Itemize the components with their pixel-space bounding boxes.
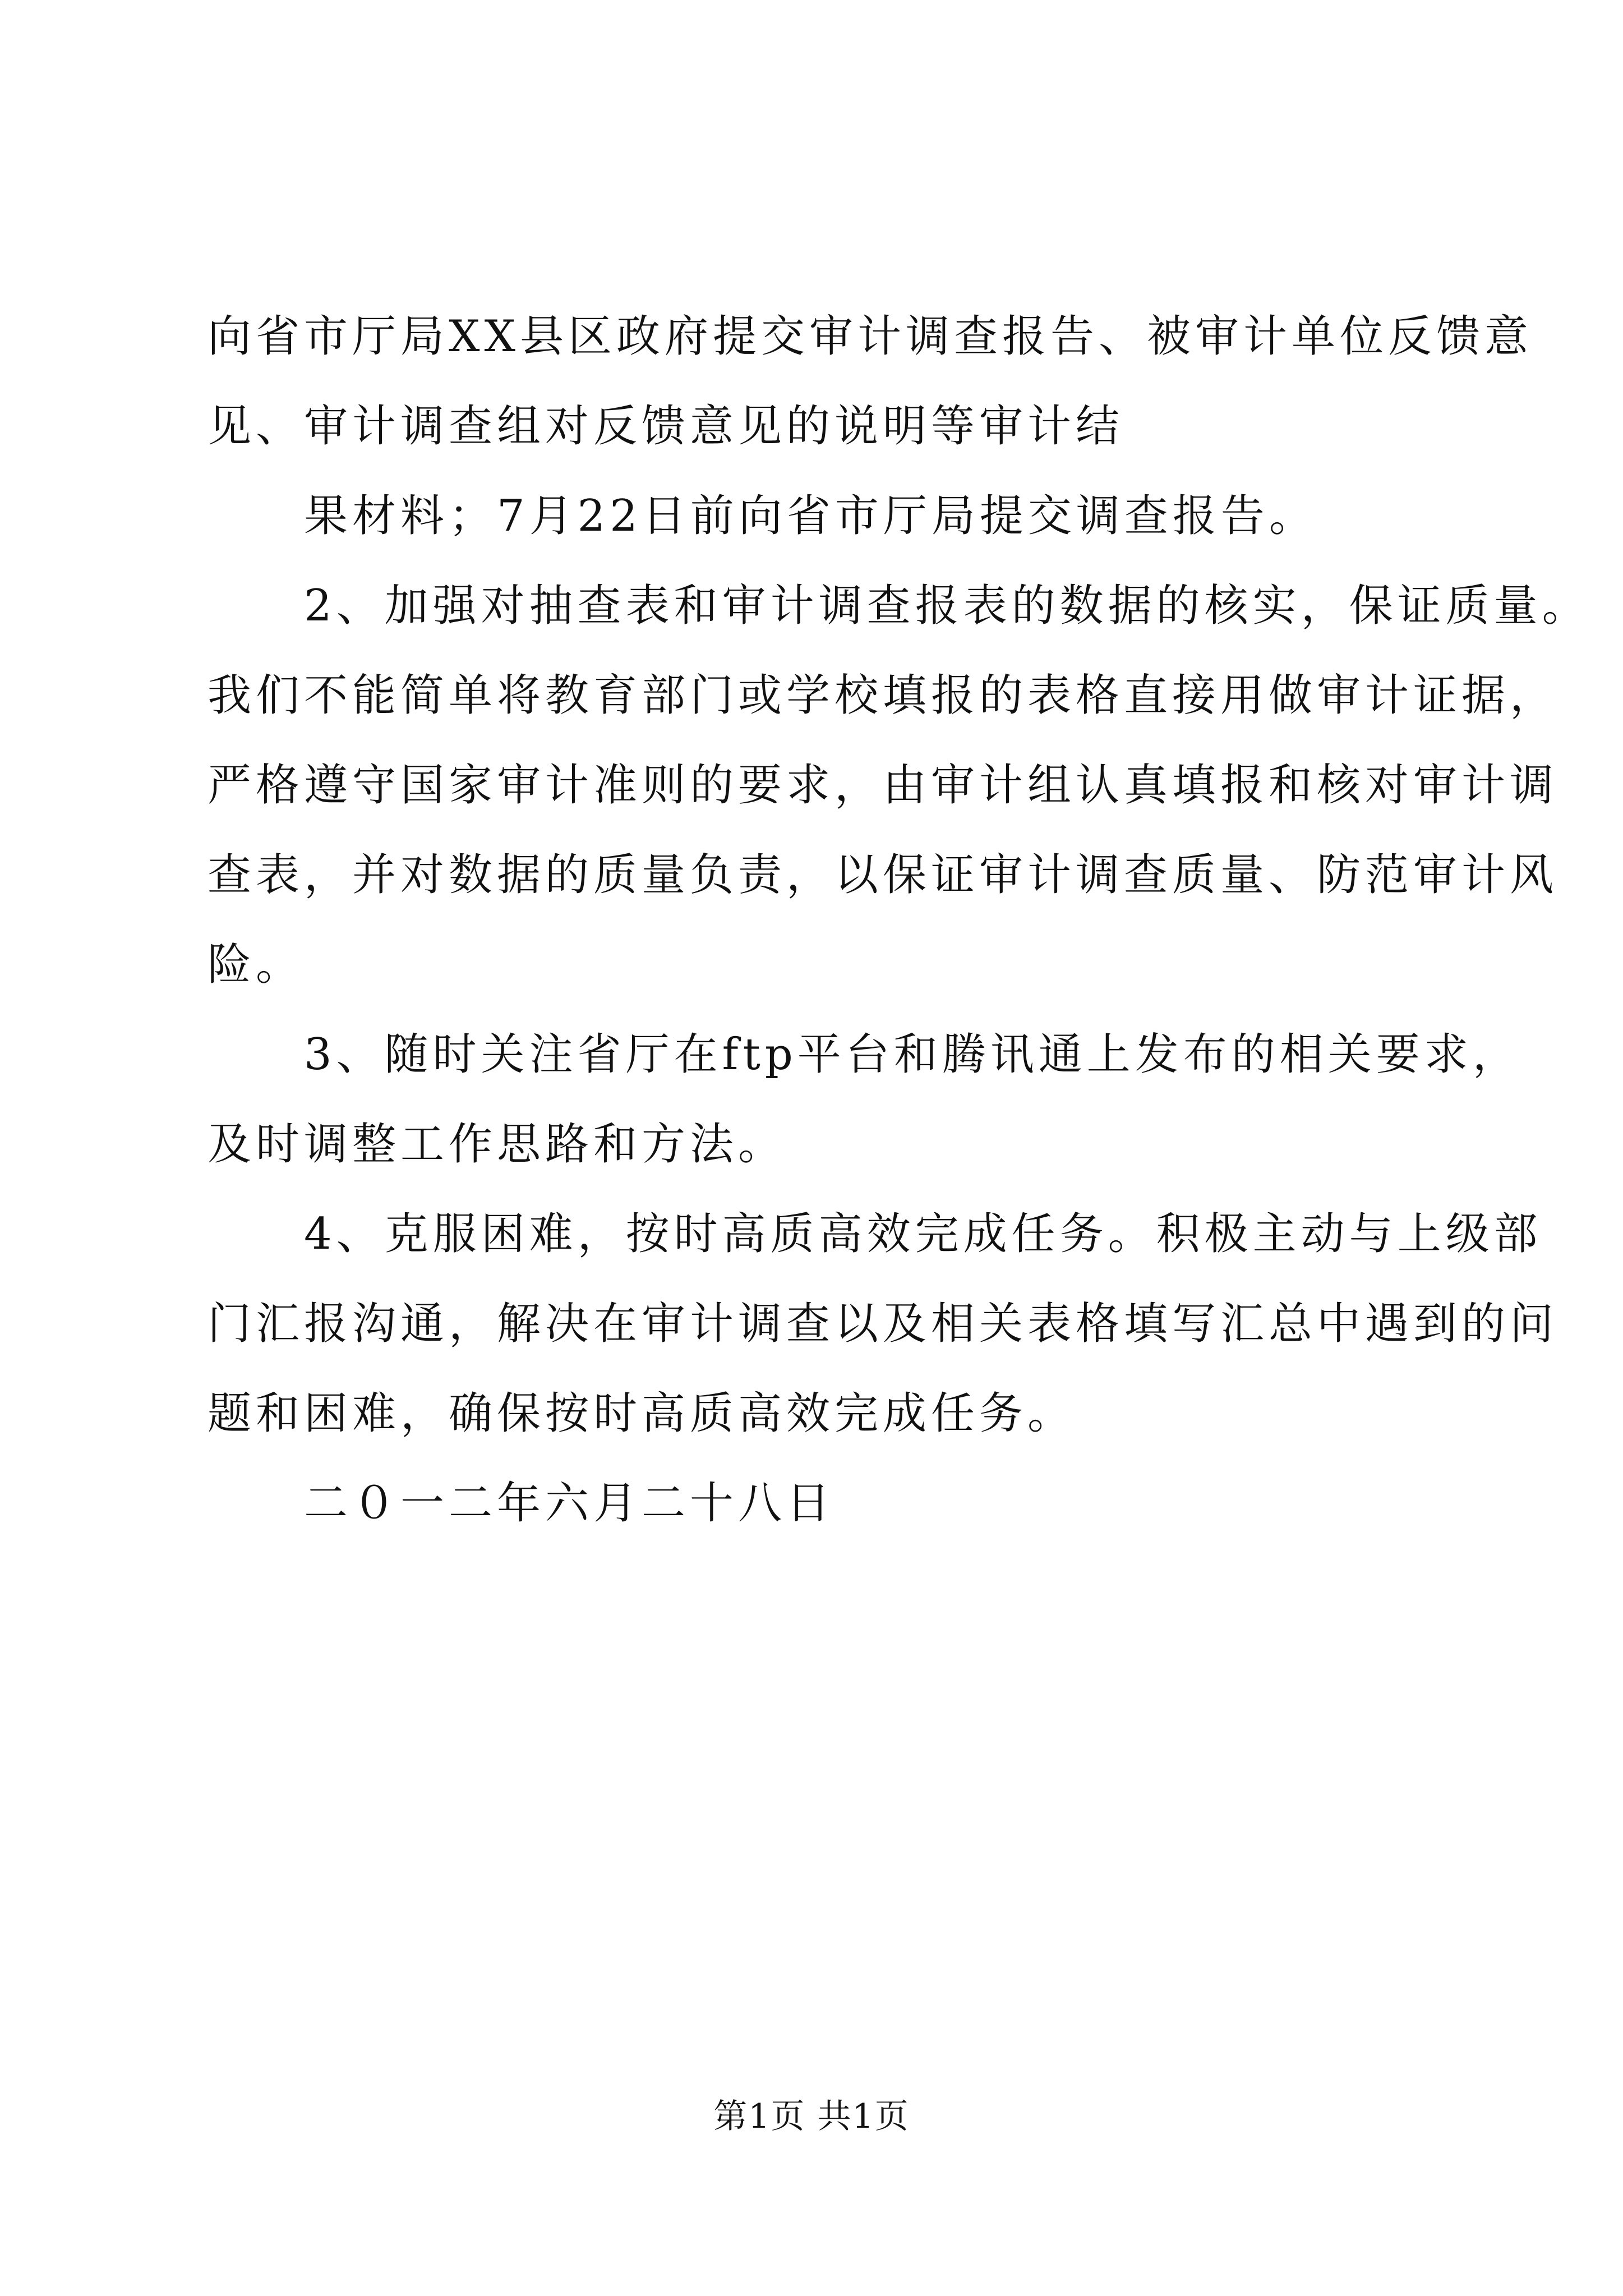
text-line: 见、审计调查组对反馈意见的说明等审计结 xyxy=(208,401,1124,452)
text-line: 门汇报沟通，解决在审计调查以及相关表格填写汇总中遇到的问 xyxy=(208,1299,1559,1349)
text-line: 2、加强对抽查表和审计调查报表的数据的核实，保证质量。 xyxy=(304,581,1590,631)
text-line: 果材料；7月22日前向省市厅局提交调查报告。 xyxy=(304,491,1317,541)
page-footer: 第1页 共1页 xyxy=(713,2097,910,2136)
text-line: 题和困难，确保按时高质高效完成任务。 xyxy=(208,1388,1076,1439)
text-line: 3、随时关注省厅在ftp平台和腾讯通上发布的相关要求， xyxy=(304,1029,1521,1080)
text-line: 及时调整工作思路和方法。 xyxy=(208,1119,787,1170)
text-line: 险。 xyxy=(208,940,305,990)
text-line: 查表，并对数据的质量负责，以保证审计调查质量、防范审计风 xyxy=(208,850,1559,900)
text-line: 4、克服困难，按时高质高效完成任务。积极主动与上级部 xyxy=(304,1209,1542,1259)
date-line: 二０一二年六月二十八日 xyxy=(304,1478,835,1529)
text-line: 向省市厅局XX县区政府提交审计调查报告、被审计单位反馈意 xyxy=(208,311,1533,362)
document-body xyxy=(208,292,1590,1548)
text-line: 严格遵守国家审计准则的要求，由审计组认真填报和核对审计调 xyxy=(208,760,1559,811)
text-line: 我们不能简单将教育部门或学校填报的表格直接用做审计证据， xyxy=(208,670,1559,721)
